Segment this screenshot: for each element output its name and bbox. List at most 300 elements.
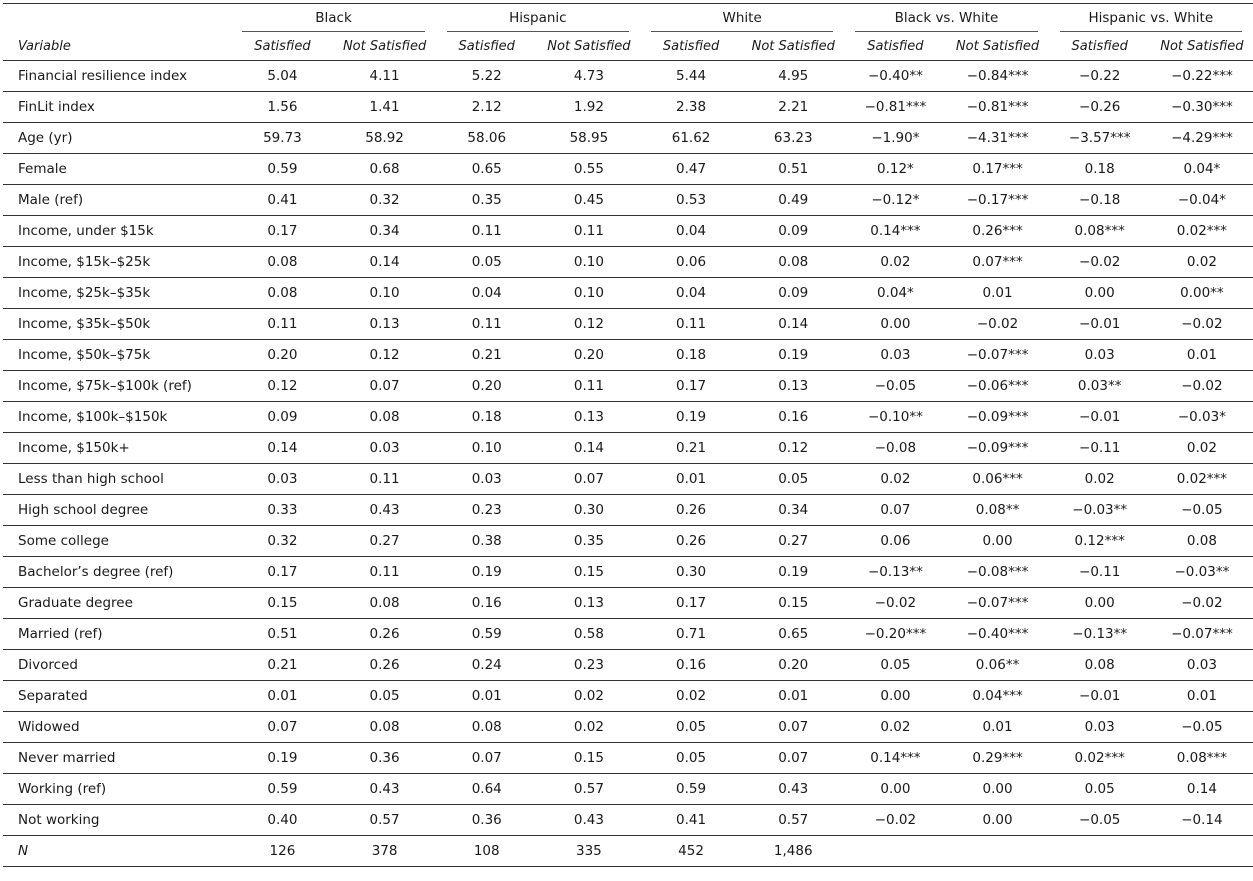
table-cell: 0.07 — [436, 743, 538, 774]
table-cell: −0.11 — [1049, 433, 1151, 464]
table-cell: 0.01 — [946, 278, 1048, 309]
row-label: Income, $150k+ — [3, 433, 231, 464]
group-header-label: Hispanic — [447, 5, 629, 32]
table-cell: 0.03 — [231, 464, 333, 495]
row-label: Income, $50k–$75k — [3, 340, 231, 371]
table-cell: −0.05 — [1049, 805, 1151, 836]
table-cell: 1.56 — [231, 92, 333, 123]
table-cell: 0.00** — [1151, 278, 1253, 309]
table-cell: 0.14 — [231, 433, 333, 464]
table-cell: 0.20 — [742, 650, 844, 681]
table-cell: 0.35 — [436, 185, 538, 216]
table-cell: 0.30 — [538, 495, 640, 526]
table-cell: −0.11 — [1049, 557, 1151, 588]
sub-header-cell: Satisfied — [867, 38, 924, 54]
table-cell: 0.09 — [742, 278, 844, 309]
table-cell: 0.11 — [436, 216, 538, 247]
table-cell: −0.12* — [844, 185, 946, 216]
row-label: Some college — [3, 526, 231, 557]
table-cell: 0.08 — [231, 247, 333, 278]
group-header-row — [3, 4, 1253, 33]
table-cell: 0.10 — [538, 247, 640, 278]
sub-header-cell: Not Satisfied — [751, 38, 835, 54]
row-label: Income, $100k–$150k — [3, 402, 231, 433]
table-cell: 58.92 — [334, 123, 436, 154]
table-cell: −0.07*** — [1151, 619, 1253, 650]
table-cell: 0.11 — [231, 309, 333, 340]
table-cell: 0.57 — [334, 805, 436, 836]
table-cell: 0.03 — [1049, 712, 1151, 743]
row-label: Working (ref) — [3, 774, 231, 805]
table-cell: 0.53 — [640, 185, 742, 216]
table-cell: 0.26 — [334, 650, 436, 681]
table-cell: 0.13 — [538, 588, 640, 619]
table-cell: 63.23 — [742, 123, 844, 154]
table-cell: 0.15 — [231, 588, 333, 619]
table-cell: 0.20 — [436, 371, 538, 402]
table-cell: 0.13 — [538, 402, 640, 433]
table-cell: 0.64 — [436, 774, 538, 805]
table-cell: 0.40 — [231, 805, 333, 836]
table-cell: 0.26 — [334, 619, 436, 650]
table-cell: 378 — [334, 836, 436, 867]
table-cell: −0.03** — [1151, 557, 1253, 588]
table-cell: 0.08** — [946, 495, 1048, 526]
group-header-label: Black vs. White — [855, 5, 1037, 32]
table-cell: 0.27 — [334, 526, 436, 557]
table-cell: 0.02 — [1151, 247, 1253, 278]
table-cell: −0.40** — [844, 61, 946, 92]
table-cell: 0.00 — [1049, 588, 1151, 619]
row-label: Bachelor’s degree (ref) — [3, 557, 231, 588]
table-cell: 0.59 — [640, 774, 742, 805]
group-header-black — [231, 4, 435, 33]
table-cell: 0.03 — [1151, 650, 1253, 681]
sub-header-cell: Not Satisfied — [955, 38, 1040, 54]
table-cell: 5.44 — [640, 61, 742, 92]
table-cell: −0.07*** — [946, 588, 1048, 619]
table-cell: −0.84*** — [946, 61, 1048, 92]
table-cell: 0.20 — [231, 340, 333, 371]
table-cell: 0.43 — [334, 774, 436, 805]
table-row — [3, 836, 1253, 867]
table-cell: 0.14 — [742, 309, 844, 340]
table-cell: 0.19 — [231, 743, 333, 774]
table-cell: 0.08 — [742, 247, 844, 278]
table-cell: 1.92 — [538, 92, 640, 123]
table-row — [3, 216, 1253, 247]
table-cell: 58.06 — [436, 123, 538, 154]
table-cell: −0.01 — [1049, 681, 1151, 712]
table-cell: −4.29*** — [1151, 123, 1253, 154]
table-row — [3, 247, 1253, 278]
table-cell: 0.02 — [844, 247, 946, 278]
variable-header: Variable — [18, 38, 71, 54]
table-row — [3, 154, 1253, 185]
row-label: Divorced — [3, 650, 231, 681]
table-row — [3, 805, 1253, 836]
table-cell: −0.02 — [844, 805, 946, 836]
table-cell: 0.02*** — [1151, 216, 1253, 247]
table-cell: −0.07*** — [946, 340, 1048, 371]
table-cell: 0.07 — [231, 712, 333, 743]
table-cell: 0.04* — [1151, 154, 1253, 185]
table-cell: −0.01 — [1049, 309, 1151, 340]
table-cell: 0.21 — [231, 650, 333, 681]
table-cell: 0.03 — [1049, 340, 1151, 371]
table-cell: −3.57*** — [1049, 123, 1151, 154]
table-cell: 0.04 — [436, 278, 538, 309]
table-cell: 0.08 — [334, 402, 436, 433]
table-cell: 0.26 — [640, 495, 742, 526]
table-cell: −0.04* — [1151, 185, 1253, 216]
comparison-table — [3, 3, 1253, 867]
table-cell: −0.14 — [1151, 805, 1253, 836]
table-cell: −0.02 — [1151, 371, 1253, 402]
table-cell: 0.24 — [436, 650, 538, 681]
group-header-label: Black — [242, 5, 424, 32]
table-cell: 0.55 — [538, 154, 640, 185]
table-cell: 0.34 — [334, 216, 436, 247]
table-cell: 0.11 — [538, 216, 640, 247]
table-cell: 0.07 — [742, 743, 844, 774]
table-cell: 0.07 — [334, 371, 436, 402]
table-cell: 5.04 — [231, 61, 333, 92]
table-cell: −0.03* — [1151, 402, 1253, 433]
row-label: Income, $35k–$50k — [3, 309, 231, 340]
table-cell: 0.02 — [640, 681, 742, 712]
table-cell: 0.35 — [538, 526, 640, 557]
table-cell: 58.95 — [538, 123, 640, 154]
table-cell: −0.09*** — [946, 433, 1048, 464]
table-cell: 0.04* — [844, 278, 946, 309]
sub-header-cell: Not Satisfied — [342, 38, 427, 54]
sub-header-row — [3, 32, 1253, 61]
table-cell — [844, 836, 946, 867]
table-cell: 59.73 — [231, 123, 333, 154]
table-cell: 0.19 — [742, 340, 844, 371]
table-cell: −1.90* — [844, 123, 946, 154]
table-cell: 0.14*** — [844, 743, 946, 774]
table-cell: −0.03** — [1049, 495, 1151, 526]
table-cell: 0.71 — [640, 619, 742, 650]
group-header-hispanic — [436, 4, 640, 33]
table-cell: 0.08 — [334, 588, 436, 619]
row-label: Less than high school — [3, 464, 231, 495]
row-label: Income, $75k–$100k (ref) — [3, 371, 231, 402]
sub-header-cell: Not Satisfied — [547, 38, 631, 54]
table-cell: 0.17 — [640, 371, 742, 402]
row-label: High school degree — [3, 495, 231, 526]
table-cell: 0.27 — [742, 526, 844, 557]
table-cell: 0.07*** — [946, 247, 1048, 278]
table-cell: 0.02 — [844, 464, 946, 495]
table-cell: 0.05 — [640, 743, 742, 774]
group-header-black-vs-white — [844, 4, 1048, 33]
table-row — [3, 185, 1253, 216]
table-cell: 0.05 — [640, 712, 742, 743]
table-cell: 0.01 — [640, 464, 742, 495]
table-row — [3, 681, 1253, 712]
table-cell: 0.02 — [844, 712, 946, 743]
row-label: Income, $25k–$35k — [3, 278, 231, 309]
table-cell: 0.02 — [1049, 464, 1151, 495]
row-label: Financial resilience index — [3, 61, 231, 92]
table-cell: 0.08 — [334, 712, 436, 743]
table-cell: 0.01 — [436, 681, 538, 712]
table-cell: 0.06 — [640, 247, 742, 278]
table-cell: 126 — [231, 836, 333, 867]
table-row — [3, 557, 1253, 588]
table-cell: 0.02 — [538, 712, 640, 743]
table-cell: 0.12* — [844, 154, 946, 185]
table-row — [3, 619, 1253, 650]
table-cell: −0.17*** — [946, 185, 1048, 216]
table-cell: 0.36 — [334, 743, 436, 774]
table-cell: 0.09 — [231, 402, 333, 433]
table-cell: 0.43 — [742, 774, 844, 805]
group-header-white — [640, 4, 844, 33]
table-cell: −0.02 — [1049, 247, 1151, 278]
table-cell: 0.51 — [742, 154, 844, 185]
sub-header-cell: Satisfied — [662, 38, 720, 54]
table-cell: 108 — [436, 836, 538, 867]
row-label: Male (ref) — [3, 185, 231, 216]
table-cell: 0.06** — [946, 650, 1048, 681]
table-cell: 0.21 — [436, 340, 538, 371]
table-cell: −0.02 — [844, 588, 946, 619]
row-label: Widowed — [3, 712, 231, 743]
table-cell: 0.11 — [640, 309, 742, 340]
table-cell: 0.01 — [742, 681, 844, 712]
table-cell: −0.05 — [1151, 495, 1253, 526]
table-cell: 0.01 — [1151, 340, 1253, 371]
table-cell: 0.17 — [640, 588, 742, 619]
table-cell: −0.05 — [844, 371, 946, 402]
table-cell: −0.18 — [1049, 185, 1151, 216]
table-cell: 0.10 — [436, 433, 538, 464]
table-cell: 0.14 — [334, 247, 436, 278]
table-cell: 0.12 — [538, 309, 640, 340]
table-cell: 0.15 — [538, 557, 640, 588]
table-cell: 0.08 — [231, 278, 333, 309]
table-cell: 0.26 — [640, 526, 742, 557]
table-cell: −0.26 — [1049, 92, 1151, 123]
table-cell: 0.65 — [742, 619, 844, 650]
table-cell: 0.01 — [1151, 681, 1253, 712]
table-cell: 0.59 — [231, 774, 333, 805]
table-cell: 0.26*** — [946, 216, 1048, 247]
table-cell: −0.06*** — [946, 371, 1048, 402]
table-cell: 0.00 — [946, 526, 1048, 557]
table-row — [3, 712, 1253, 743]
table-cell: 4.11 — [334, 61, 436, 92]
table-cell: 0.07 — [844, 495, 946, 526]
table-cell: −4.31*** — [946, 123, 1048, 154]
table-cell: 0.08*** — [1049, 216, 1151, 247]
table-cell: 4.95 — [742, 61, 844, 92]
table-cell: −0.05 — [1151, 712, 1253, 743]
table-cell: 0.16 — [742, 402, 844, 433]
table-cell: 0.65 — [436, 154, 538, 185]
sub-header-cell: Not Satisfied — [1160, 38, 1244, 54]
table-cell: 1,486 — [742, 836, 844, 867]
row-label: Separated — [3, 681, 231, 712]
table-cell: 0.12 — [334, 340, 436, 371]
table-row — [3, 402, 1253, 433]
table-cell: 0.01 — [231, 681, 333, 712]
table-row — [3, 371, 1253, 402]
table-cell: 0.10 — [538, 278, 640, 309]
blank-header-cell — [3, 4, 231, 33]
table-cell: 0.08 — [1151, 526, 1253, 557]
table-cell: 0.08*** — [1151, 743, 1253, 774]
table-row — [3, 743, 1253, 774]
table-cell: −0.01 — [1049, 402, 1151, 433]
table-cell: 0.07 — [742, 712, 844, 743]
table-cell: 0.17 — [231, 216, 333, 247]
table-cell: 0.47 — [640, 154, 742, 185]
table-cell: −0.02 — [946, 309, 1048, 340]
table-cell: 0.08 — [436, 712, 538, 743]
table-cell: 0.18 — [640, 340, 742, 371]
table-cell: −0.81*** — [844, 92, 946, 123]
group-header-label: White — [651, 5, 833, 32]
table-cell: 0.05 — [742, 464, 844, 495]
table-cell: 0.12*** — [1049, 526, 1151, 557]
table-cell: 0.18 — [436, 402, 538, 433]
sub-header-cell: Satisfied — [254, 38, 311, 54]
table-cell: −0.81*** — [946, 92, 1048, 123]
table-row — [3, 61, 1253, 92]
table-cell: −0.13** — [1049, 619, 1151, 650]
row-label: FinLit index — [3, 92, 231, 123]
row-label: Graduate degree — [3, 588, 231, 619]
table-cell: 0.16 — [436, 588, 538, 619]
table-cell: 0.36 — [436, 805, 538, 836]
table-cell: 0.10 — [334, 278, 436, 309]
table-cell: 0.07 — [538, 464, 640, 495]
table-cell: −0.02 — [1151, 309, 1253, 340]
table-row — [3, 588, 1253, 619]
table-cell: 0.09 — [742, 216, 844, 247]
table-cell: 0.11 — [436, 309, 538, 340]
table-cell: 0.19 — [640, 402, 742, 433]
table-cell: 0.08 — [1049, 650, 1151, 681]
table-cell: 0.02*** — [1151, 464, 1253, 495]
table-cell: 0.02 — [538, 681, 640, 712]
table-cell: 335 — [538, 836, 640, 867]
table-row — [3, 774, 1253, 805]
table-cell: 0.11 — [334, 464, 436, 495]
table-cell: 0.11 — [538, 371, 640, 402]
table-cell: 0.23 — [538, 650, 640, 681]
table-cell: 0.05 — [436, 247, 538, 278]
table-cell: 0.32 — [231, 526, 333, 557]
table-cell: 0.02*** — [1049, 743, 1151, 774]
table-cell: −0.09*** — [946, 402, 1048, 433]
table-cell: 0.17 — [231, 557, 333, 588]
table-cell: 0.15 — [742, 588, 844, 619]
table-cell: −0.08 — [844, 433, 946, 464]
table-cell: 0.06*** — [946, 464, 1048, 495]
table-cell: 0.14 — [538, 433, 640, 464]
group-header-hispanic-vs-white — [1049, 4, 1253, 33]
table-cell: 0.11 — [334, 557, 436, 588]
table-cell: 0.00 — [946, 774, 1048, 805]
table-cell: 0.58 — [538, 619, 640, 650]
row-label: Never married — [3, 743, 231, 774]
table-cell: 0.51 — [231, 619, 333, 650]
sub-header-cell: Satisfied — [458, 38, 515, 54]
table-cell: 0.04 — [640, 216, 742, 247]
table-cell: 0.32 — [334, 185, 436, 216]
row-label: N — [3, 836, 231, 867]
table-cell: −0.22*** — [1151, 61, 1253, 92]
table-cell: 0.01 — [946, 712, 1048, 743]
table-cell: 452 — [640, 836, 742, 867]
table-cell: 0.49 — [742, 185, 844, 216]
table-row — [3, 650, 1253, 681]
table-cell: 0.12 — [231, 371, 333, 402]
table-cell — [1049, 836, 1151, 867]
table-row — [3, 309, 1253, 340]
row-label: Female — [3, 154, 231, 185]
sub-header-cell: Satisfied — [1071, 38, 1128, 54]
table-cell: 0.00 — [844, 774, 946, 805]
table-cell: 0.16 — [640, 650, 742, 681]
table-cell: −0.08*** — [946, 557, 1048, 588]
table-cell: 0.12 — [742, 433, 844, 464]
row-label: Not working — [3, 805, 231, 836]
table-cell: 0.04 — [640, 278, 742, 309]
table-cell: −0.22 — [1049, 61, 1151, 92]
table-cell: 0.05 — [844, 650, 946, 681]
table-cell: 0.03 — [436, 464, 538, 495]
table-cell: 0.05 — [1049, 774, 1151, 805]
table-cell: 0.00 — [844, 681, 946, 712]
table-cell: −0.02 — [1151, 588, 1253, 619]
table-cell: 0.41 — [231, 185, 333, 216]
table-cell: 0.57 — [742, 805, 844, 836]
table-cell: −0.13** — [844, 557, 946, 588]
table-row — [3, 433, 1253, 464]
table-cell: 0.00 — [946, 805, 1048, 836]
table-cell: 0.14 — [1151, 774, 1253, 805]
table-row — [3, 526, 1253, 557]
table-cell: 0.13 — [742, 371, 844, 402]
table-cell: 0.17*** — [946, 154, 1048, 185]
table-cell: 0.19 — [742, 557, 844, 588]
table-cell: 0.00 — [844, 309, 946, 340]
table-cell: 0.41 — [640, 805, 742, 836]
table-cell: −0.20*** — [844, 619, 946, 650]
table-cell: 2.12 — [436, 92, 538, 123]
table-cell: 0.29*** — [946, 743, 1048, 774]
table-cell: 0.59 — [231, 154, 333, 185]
table-cell: 0.15 — [538, 743, 640, 774]
table-cell: 0.68 — [334, 154, 436, 185]
table-cell: 0.02 — [1151, 433, 1253, 464]
table-cell: 0.05 — [334, 681, 436, 712]
table-cell: 0.20 — [538, 340, 640, 371]
table-cell: 0.43 — [538, 805, 640, 836]
table-cell: 0.43 — [334, 495, 436, 526]
table-row — [3, 92, 1253, 123]
table-cell: −0.30*** — [1151, 92, 1253, 123]
table-cell — [1151, 836, 1253, 867]
table-cell: 0.14*** — [844, 216, 946, 247]
